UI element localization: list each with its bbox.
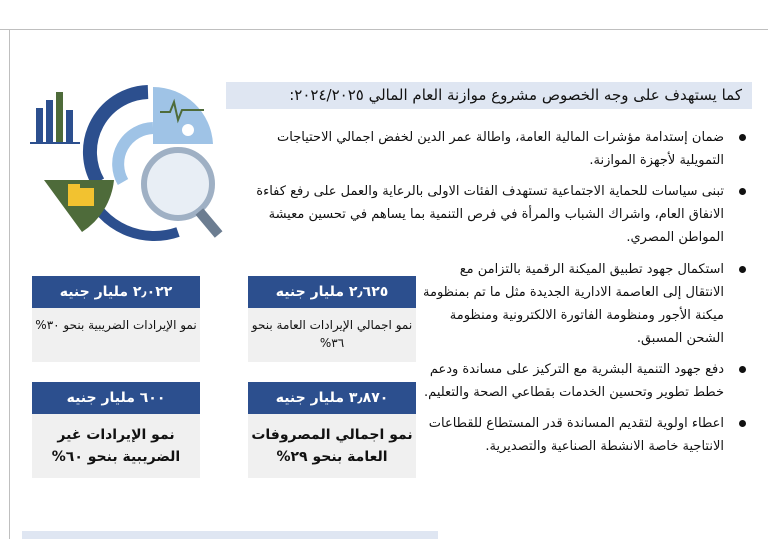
bottom-band: [22, 531, 438, 539]
stat-value: ٢٫٠٢٢ مليار جنيه: [32, 276, 200, 308]
finance-illustration-icon: [28, 82, 228, 242]
stat-value: ٣٫٨٧٠ مليار جنيه: [248, 382, 416, 414]
list-item: اعطاء اولوية لتقديم المساندة قدر المستطاع للقطاعات الانتاجية خاصة الانشطة الصناعية والتصديرية.: [420, 412, 750, 458]
bullet-list-side: [420, 258, 750, 458]
folder-icon: [44, 180, 114, 232]
stat-card-tax-revenue: [32, 276, 200, 362]
bullet-dot: [739, 420, 746, 427]
bullet-dot: [739, 266, 746, 273]
stat-description: نمو اجمالي المصروفات العامة بنحو ٢٩%: [248, 414, 416, 478]
bullet-dot: [739, 188, 746, 195]
left-divider: [9, 29, 10, 539]
stat-card-total-expenditure: [248, 382, 416, 478]
stat-value: ٦٠٠ مليار جنيه: [32, 382, 200, 414]
magnifier-icon: [144, 150, 222, 238]
list-item: تبنى سياسات للحماية الاجتماعية تستهدف الفئات الاولى بالرعاية والعمل على رفع كفاءة الانفاق العام، واشراك الشباب والمرأة في فرص التنمية بما يساهم في تحسين معيشة المواطن المصري.: [240, 180, 750, 249]
stat-description: نمو الإيرادات الضريبية بنحو ٣٠%: [32, 308, 200, 362]
section-heading: كما يستهدف على وجه الخصوص مشروع موازنة العام المالي ٢٠٢٤/٢٠٢٥:: [226, 82, 752, 109]
top-divider: [0, 29, 768, 30]
list-item: دفع جهود التنمية البشرية مع التركيز على مساندة ودعم خطط تطوير وتحسين الخدمات بقطاعي الصحة والتعليم.: [420, 358, 750, 404]
stat-description: نمو الإيرادات غير الضريبية بنحو ٦٠%: [32, 414, 200, 478]
bar-chart-icon: [30, 92, 80, 144]
stat-card-total-revenue: [248, 276, 416, 362]
list-item: ضمان إستدامة مؤشرات المالية العامة، واطالة عمر الدين لخفض اجمالي الاحتياجات التمويلية لأجهزة الموازنة.: [240, 126, 750, 172]
bullet-list-top: [240, 126, 750, 249]
health-icon: [153, 87, 213, 144]
bullet-dot: [739, 134, 746, 141]
bullet-dot: [739, 366, 746, 373]
stat-description: نمو اجمالي الإيرادات العامة بنحو ٣٦%: [248, 308, 416, 362]
stat-card-nontax-revenue: [32, 382, 200, 478]
list-item: استكمال جهود تطبيق الميكنة الرقمية بالتزامن مع الانتقال إلى العاصمة الادارية الجديدة مثل ما تم بمنظومة ميكنة الأجور ومنظومة الفاتورة الالكترونية ومنظومة الشحن المسبق.: [420, 258, 750, 350]
stat-value: ٢٫٦٢٥ مليار جنيه: [248, 276, 416, 308]
